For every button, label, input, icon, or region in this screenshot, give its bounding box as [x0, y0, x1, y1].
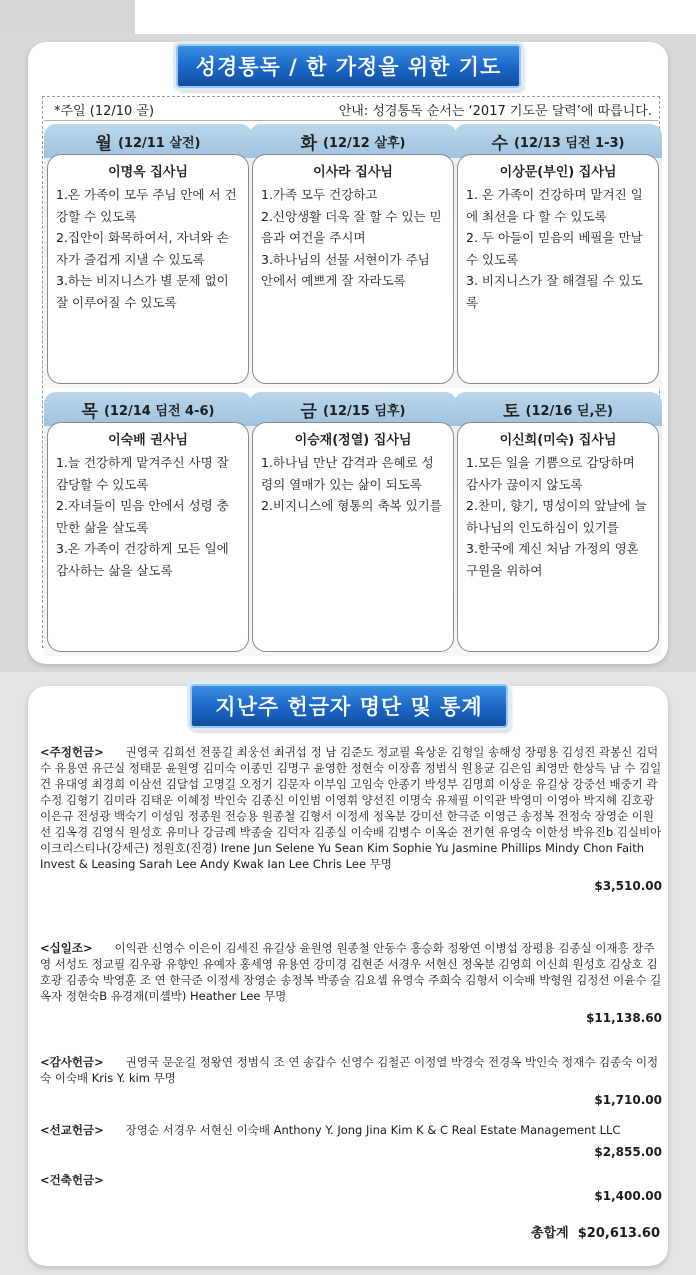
- total-label: 총합계: [531, 1226, 569, 1241]
- prayer-item: 1.모든 일을 기쁨으로 감당하며 감사가 끊이지 않도록: [466, 455, 635, 492]
- prayer-item: 1.가족 모두 건강하고: [261, 187, 378, 202]
- prayer-item: 2.찬미, 향기, 명성이의 앞날에 늘 하나님의 인도하심이 있기를: [466, 498, 647, 535]
- donor-names: 이익관 신영수 이은이 김세진 유길상 윤원영 원종철 안동수 홍승화 정왕연 이병섭 장평용 김종실 이재흥 장주영 서성도 정교필 김우광 유향인 유예자 홍세영 유용연 강미경 김현준 서경우 서현신 정옥분 김영희 이신희 원성호 김상호 김호광 김종숙 박영훈 조 연 한극준 이정세 장영순 송정복 박종술 김요셉 유영숙 주희숙 김형서 이숙배 박형원 김정선 이윤수 길옥자 정현숙B 유경재(미셸박) Heather Lee 무명: [40, 941, 662, 1003]
- donation-amount: $11,138.60: [586, 1011, 662, 1025]
- prayer-item: 1.하나님 만난 감격과 은혜로 성령의 열매가 있는 삶이 되도록: [261, 455, 434, 492]
- day-reference: (12/11 살전): [117, 135, 201, 151]
- day-reference: (12/16 딛,몬): [525, 403, 613, 419]
- donation-amount: $1,710.00: [594, 1093, 662, 1107]
- day-name: 화: [300, 133, 317, 154]
- prayer-person: 이승재(정열) 집사님: [294, 433, 412, 448]
- prayer-item: 3.하나님의 선물 서현이가 주님 안에서 예쁘게 잘 자라도록: [261, 251, 430, 288]
- day-name: 수: [491, 133, 508, 154]
- day-header: [454, 124, 662, 158]
- donation-group-weekly: [40, 744, 662, 894]
- prayer-item: 1.온 가족이 모두 주님 안에 서 건강할 수 있도록: [56, 187, 237, 224]
- prayer-person: 이신희(미숙) 집사님: [499, 433, 617, 448]
- prayer-card: [457, 154, 659, 384]
- total-amount: $20,613.60: [577, 1226, 660, 1241]
- prayer-card: [47, 154, 249, 384]
- donation-category: <감사헌금>: [40, 1055, 104, 1069]
- prayer-card: [252, 422, 454, 652]
- sunday-reading: *주일 (12/10 골): [54, 104, 155, 119]
- day-name: 목: [81, 401, 98, 422]
- prayer-item: 3.하는 비지니스가 별 문제 없이 잘 이루어질 수 있도록: [56, 273, 229, 310]
- divider: [44, 120, 658, 121]
- day-reference: (12/14 딤전 4-6): [103, 403, 215, 419]
- day-header: [249, 124, 457, 158]
- prayer-person: 이명옥 집사님: [108, 165, 188, 180]
- day-header: [454, 392, 662, 426]
- prayer-item: 1.늘 건강하게 맡겨주신 사명 잘 감당할 수 있도록: [56, 455, 229, 492]
- day-card-mon: [44, 124, 252, 388]
- donation-category: <십일조>: [40, 941, 93, 955]
- prayer-person: 이사라 집사님: [313, 165, 393, 180]
- donor-names: 권영국 김희선 전풍길 최웅선 최귀섭 정 남 김준도 정교필 육상운 김형일 송해성 장평용 김성진 곽봉신 김덕수 유용연 유근실 정태문 윤원영 김미숙 이종민 김명구 윤영한 정현숙 이장흠 정범식 원용균 김은임 최영만 한상득 남 수 김일건 유대영 최경희 이삼선 김달섭 고명길 오정기 김문자 이부임 고임숙 안종기 박성부 김명희 이상운 유길상 강중선 배중기 곽수정 김형기 김미라 김태운 이혜정 박인숙 김종신 이인범 이영휘 양선진 이명숙 유제필 이익관 박영미 이영아 박지혜 김호광 이은규 전성광 백숙기 이성임 정종원 전승용 원종철 김형서 이정세 정옥분 강미선 한극준 이영근 송정복 전정숙 장영순 이원선 김옥경 김영식 원성호 유미나 강금례 박종술 김덕자 김종실 이숙배 김병수 이옥순 전기현 유영숙 이한성 박유진b 김실비아 이크리스티나(강세근) 정원호(진경) Irene Jun Selene Yu Sean Kim Sophie Yu Jasmine Phillips Mindy Chon Faith Invest & Leasing Sarah Lee Andy Kwak Ian Lee Chris Lee 무명: [40, 745, 662, 871]
- prayer-title: 성경통독 / 한 가정을 위한 기도: [176, 44, 521, 88]
- day-header: [44, 124, 252, 158]
- day-header: [249, 392, 457, 426]
- prayer-card: [457, 422, 659, 652]
- day-card-wed: [454, 124, 662, 388]
- day-name: 금: [300, 401, 317, 422]
- donation-category: <주정헌금>: [40, 745, 104, 759]
- prayer-person: 이상문(부인) 집사님: [499, 165, 617, 180]
- day-card-sat: [454, 392, 662, 656]
- day-reference: (12/13 딤전 1-3): [513, 135, 625, 151]
- prayer-item: 2.집안이 화목하여서, 자녀와 손자가 즐겁게 지낼 수 있도록: [56, 230, 229, 267]
- grand-total: [531, 1222, 660, 1241]
- day-name: 월: [95, 133, 112, 154]
- donation-amount: $3,510.00: [594, 879, 662, 893]
- prayer-item: 3.한국에 계신 처남 가정의 영혼 구원을 위하여: [466, 541, 639, 578]
- prayer-item: 3.온 가족이 건강하게 모든 일에 감사하는 삶을 살도록: [56, 541, 229, 578]
- day-name: 토: [503, 401, 520, 422]
- prayer-item: 1. 온 가족이 건강하며 맡겨진 일에 최선을 다 할 수 있도록: [466, 187, 643, 224]
- prayer-person: 이숙배 권사님: [108, 433, 188, 448]
- donation-amount: $2,855.00: [594, 1145, 662, 1159]
- donation-category: <선교헌금>: [40, 1123, 104, 1137]
- donation-group-thanks: [40, 1054, 662, 1108]
- donation-group-building: [40, 1172, 662, 1204]
- day-reference: (12/12 살후): [322, 135, 406, 151]
- donation-group-tithe: [40, 940, 662, 1026]
- prayer-item: 2.비지니스에 형통의 축복 있기를: [261, 498, 442, 513]
- offering-title: 지난주 헌금자 명단 및 통계: [190, 684, 508, 728]
- prayer-item: 2. 두 아들이 믿음의 베필을 만날 수 있도록: [466, 230, 643, 267]
- day-reference: (12/15 딤후): [322, 403, 406, 419]
- donor-names: 권영국 문운길 정왕연 정범식 조 연 송갑수 신영수 김철곤 이정열 박경숙 전경옥 박인숙 정재수 김종숙 이정숙 이숙배 Kris Y. kim 무명: [40, 1055, 659, 1085]
- prayer-card: [252, 154, 454, 384]
- day-card-fri: [249, 392, 457, 656]
- prayer-item: 2.자녀들이 믿음 안에서 성령 충만한 삶을 살도록: [56, 498, 229, 535]
- day-header: [44, 392, 252, 426]
- donation-amount: $1,400.00: [594, 1189, 662, 1203]
- top-strip: [135, 0, 696, 34]
- donor-names: 장영순 서경우 서현신 이숙배 Anthony Y. Jong Jina Kim K & C Real Estate Management LLC: [125, 1123, 621, 1137]
- reading-notice: 안내: 성경통독 순서는 ‘2017 기도문 달력’에 따릅니다.: [338, 104, 652, 119]
- donation-group-mission: [40, 1122, 662, 1160]
- day-card-tue: [249, 124, 457, 388]
- prayer-item: 3. 비지니스가 잘 해결될 수 있도록: [466, 273, 643, 310]
- prayer-item: 2.신앙생활 더욱 잘 할 수 있는 믿음과 여건을 주시며: [261, 208, 442, 245]
- donation-category: <건축헌금>: [40, 1173, 104, 1187]
- prayer-card: [47, 422, 249, 652]
- day-card-thu: [44, 392, 252, 656]
